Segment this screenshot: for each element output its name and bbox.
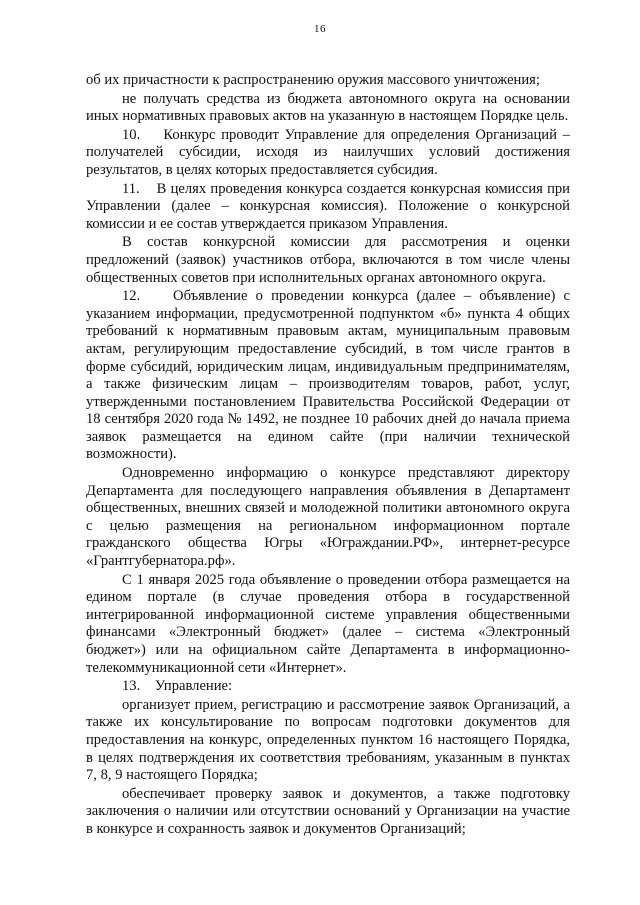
- page-number: 16: [314, 23, 326, 35]
- paragraph: В состав конкурсной комиссии для рассмотрения и оценки предложений (заявок) участников отбора, включаются в том числе члены общественных советов при исполнительных органах автономного округа.: [86, 234, 570, 286]
- paragraph: об их причастности к распространению оружия массового уничтожения;: [86, 72, 540, 88]
- paragraph: С 1 января 2025 года объявление о проведении отбора размещается на едином портале (в случае проведения отбора в государственной интегрированной информационной системе управления общественными финансами «Электронный бюджет» (далее – система «Электронный бюджет») или на официальном сайте Департамента в информационно-телекоммуникационной сети «Интернет».: [86, 571, 570, 676]
- paragraph: 10. Конкурс проводит Управление для определения Организаций – получателей субсидии, исходя из наилучших условий достижения результатов, в целях которых предоставляется субсидия.: [86, 126, 570, 178]
- paragraph: обеспечивает проверку заявок и документов, а также подготовку заключения о наличии или отсутствии оснований у Организации на участие в конкурсе и сохранность заявок и документов Организаций;: [86, 785, 570, 837]
- paragraph: Одновременно информацию о конкурсе представляют директору Департамента для последующего направления объявления в Департамент общественных, внешних связей и молодежной политики автономного округа с целью размещения на региональном информационном портале гражданского общества Югры «Юграждании.РФ», интернет-ресурсе «Грантгубернатора.рф».: [86, 465, 570, 570]
- paragraph: не получать средства из бюджета автономного округа на основании иных нормативных правовых актов на указанную в настоящем Порядке цель.: [86, 90, 570, 125]
- paragraph: организует прием, регистрацию и рассмотрение заявок Организаций, а также их консультирование по вопросам подготовки документов для предоставления на конкурс, определенных пунктом 16 настоящего Порядка, в целях подтверждения их соответствия требованиям, указанным в пунктах 7, 8, 9 настоящего Порядка;: [86, 696, 570, 784]
- document-body: [86, 72, 570, 839]
- paragraph: 11. В целях проведения конкурса создается конкурсная комиссия при Управлении (далее – конкурсная комиссия). Положение о конкурсной комиссии и ее состав утверждается приказом Управления.: [86, 180, 570, 232]
- paragraph: 12. Объявление о проведении конкурса (далее – объявление) с указанием информации, предусмотренной подпунктом «б» пункта 4 общих требований к нормативным правовым актам, муниципальным правовым актам, регулирующим предоставление субсидий, в том числе грантов в форме субсидий, юридическим лицам, индивидуальным предпринимателям, а также физическим лицам – производителям товаров, работ, услуг, утвержденными постановлением Правительства Российской Федерации от 18 сентября 2020 года № 1492, не позднее 10 рабочих дней до начала приема заявок размещается на едином сайте (при наличии технической возможности).: [86, 288, 570, 463]
- paragraph: 13. Управление:: [122, 678, 233, 695]
